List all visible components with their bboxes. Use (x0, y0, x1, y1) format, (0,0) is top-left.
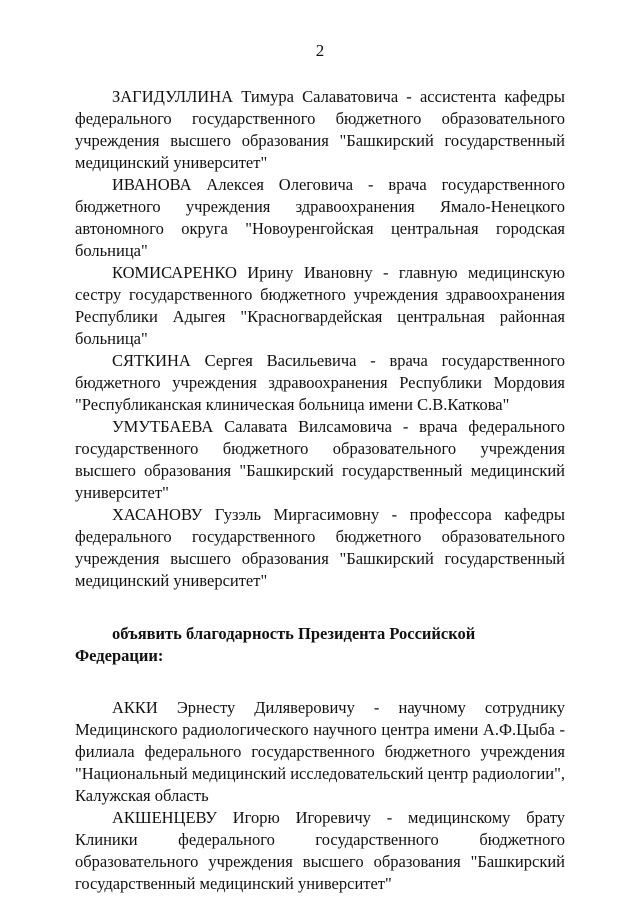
awardee-paragraph: АКШЕНЦЕВУ Игорю Игоревичу - медицинскому брату Клиники федерального государственного бюджетного образовательного учреждения высшего образования "Башкирский государственный медицинский университет" (75, 808, 565, 893)
document-body (75, 86, 565, 895)
awardee-paragraph: УМУТБАЕВА Салавата Вилсамовича - врача федерального государственного бюджетного образовательного учреждения высшего образования "Башкирский государственный медицинский университет" (75, 417, 565, 502)
awardee-paragraph: ЗАГИДУЛЛИНА Тимура Салаватовича - ассистента кафедры федерального государственного бюджетного образовательного учреждения высшего образования "Башкирский государственный медицинский университет" (75, 87, 565, 172)
awardee-paragraph: СЯТКИНА Сергея Васильевича - врача государственного бюджетного учреждения здравоохранения Республики Мордовия "Республиканская клиническая больница имени С.В.Каткова" (75, 351, 565, 414)
awardee-paragraph: АККИ Эрнесту Диляверовичу - научному сотруднику Медицинского радиологического научного центра имени А.Ф.Цыба - филиала федерального государственного бюджетного учреждения "Национальный медицинский исследовательский центр радиологии", Калужская область (75, 698, 565, 805)
awardee-paragraph: КОМИСАРЕНКО Ирину Ивановну - главную медицинскую сестру государственного бюджетного учреждения здравоохранения Республики Адыгея "Красногвардейская центральная районная больница" (75, 263, 565, 348)
awardee-paragraph: ИВАНОВА Алексея Олеговича - врача государственного бюджетного учреждения здравоохранения Ямало-Ненецкого автономного округа "Новоуренгойская центральная городская больница" (75, 175, 565, 260)
awardee-paragraph: ХАСАНОВУ Гузэль Миргасимовну - профессора кафедры федерального государственного бюджетного образовательного учреждения высшего образования "Башкирский государственный медицинский университет" (75, 505, 565, 590)
section-heading: объявить благодарность Президента Российской Федерации: (75, 624, 476, 665)
page-number: 2 (315, 41, 325, 60)
